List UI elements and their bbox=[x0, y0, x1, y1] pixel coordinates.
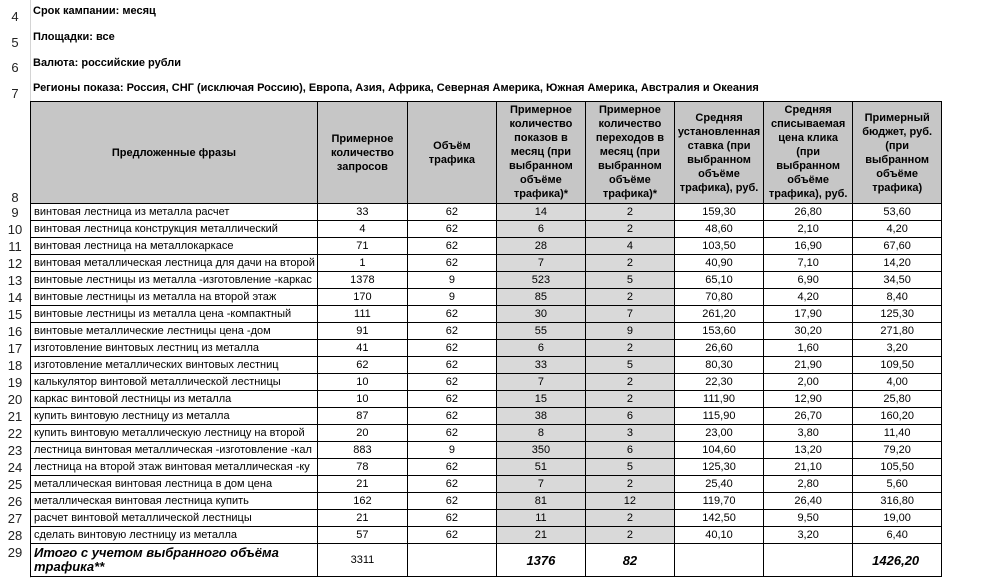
cell-phrase[interactable]: лестница винтовая металлическая -изготовление -кал bbox=[31, 442, 318, 459]
cell-impressions[interactable]: 523 bbox=[496, 272, 585, 289]
cell-phrase[interactable]: купить винтовую металлическую лестницу на второй bbox=[31, 425, 318, 442]
row-number[interactable]: 18 bbox=[7, 358, 23, 373]
cell-clicks[interactable]: 2 bbox=[585, 221, 674, 238]
cell-avg-bid[interactable]: 40,10 bbox=[674, 527, 763, 544]
cell-traffic[interactable]: 62 bbox=[407, 527, 496, 544]
cell-impressions[interactable]: 30 bbox=[496, 306, 585, 323]
row-number[interactable]: 6 bbox=[11, 60, 19, 75]
cell-phrase[interactable]: расчет винтовой металлической лестницы bbox=[31, 510, 318, 527]
regions-line: Регионы показа: Россия, СНГ (исключая Россию), Европа, Азия, Африка, Северная Америка, Южная Америка, Австралия и Океания bbox=[33, 82, 759, 94]
cell-budget[interactable]: 14,20 bbox=[853, 255, 942, 272]
cell-impressions[interactable]: 28 bbox=[496, 238, 585, 255]
cell-avg-cpc[interactable]: 26,80 bbox=[764, 204, 853, 221]
cell-avg-cpc[interactable]: 6,90 bbox=[764, 272, 853, 289]
row-number[interactable]: 11 bbox=[8, 239, 22, 254]
cell-impressions[interactable]: 51 bbox=[496, 459, 585, 476]
total-budget[interactable]: 1426,20 bbox=[853, 544, 942, 577]
cell-budget[interactable]: 53,60 bbox=[853, 204, 942, 221]
row-number[interactable]: 22 bbox=[7, 426, 23, 441]
cell-requests[interactable]: 10 bbox=[317, 374, 407, 391]
cell-phrase[interactable]: лестница на второй этаж винтовая металлическая -ку bbox=[31, 459, 318, 476]
table-row bbox=[31, 306, 942, 323]
cell-phrase[interactable]: винтовые металлические лестницы цена -дом bbox=[31, 323, 318, 340]
cell-budget[interactable]: 6,40 bbox=[853, 527, 942, 544]
cell-budget[interactable]: 8,40 bbox=[853, 289, 942, 306]
cell-impressions[interactable]: 6 bbox=[496, 221, 585, 238]
table-row bbox=[31, 391, 942, 408]
cell-clicks[interactable]: 12 bbox=[585, 493, 674, 510]
cell-budget[interactable]: 79,20 bbox=[853, 442, 942, 459]
cell-phrase[interactable]: каркас винтовой лестницы из металла bbox=[31, 391, 318, 408]
header-avg-bid[interactable]: Средняя установленная ставка (при выбранном объёме трафика), руб. bbox=[674, 102, 763, 204]
cell-requests[interactable]: 883 bbox=[317, 442, 407, 459]
cell-traffic[interactable]: 62 bbox=[407, 306, 496, 323]
cell-impressions[interactable]: 7 bbox=[496, 374, 585, 391]
row-number[interactable]: 7 bbox=[11, 86, 19, 101]
cell-traffic[interactable]: 62 bbox=[407, 425, 496, 442]
cell-requests[interactable]: 20 bbox=[317, 425, 407, 442]
total-avg-cpc-empty[interactable] bbox=[764, 544, 853, 577]
cell-traffic[interactable]: 9 bbox=[407, 442, 496, 459]
cell-budget[interactable]: 109,50 bbox=[853, 357, 942, 374]
cell-traffic[interactable]: 62 bbox=[407, 221, 496, 238]
cell-requests[interactable]: 71 bbox=[317, 238, 407, 255]
campaign-period: Срок кампании: месяц bbox=[33, 5, 156, 17]
cell-clicks[interactable]: 9 bbox=[585, 323, 674, 340]
cell-avg-bid[interactable]: 103,50 bbox=[674, 238, 763, 255]
header-budget[interactable]: Примерный бюджет, руб. (при выбранном объёме трафика) bbox=[853, 102, 942, 204]
row-number[interactable]: 24 bbox=[7, 460, 23, 475]
cell-budget[interactable]: 125,30 bbox=[853, 306, 942, 323]
cell-clicks[interactable]: 2 bbox=[585, 204, 674, 221]
cell-avg-cpc[interactable]: 17,90 bbox=[764, 306, 853, 323]
cell-budget[interactable]: 316,80 bbox=[853, 493, 942, 510]
cell-requests[interactable]: 41 bbox=[317, 340, 407, 357]
cell-requests[interactable]: 33 bbox=[317, 204, 407, 221]
cell-avg-cpc[interactable]: 2,00 bbox=[764, 374, 853, 391]
cell-impressions[interactable]: 14 bbox=[496, 204, 585, 221]
table-row bbox=[31, 493, 942, 510]
cell-avg-bid[interactable]: 80,30 bbox=[674, 357, 763, 374]
cell-impressions[interactable]: 350 bbox=[496, 442, 585, 459]
row-number[interactable]: 8 bbox=[11, 190, 19, 205]
cell-clicks[interactable]: 2 bbox=[585, 289, 674, 306]
cell-budget[interactable]: 3,20 bbox=[853, 340, 942, 357]
cell-budget[interactable]: 4,20 bbox=[853, 221, 942, 238]
table-row bbox=[31, 408, 942, 425]
cell-budget[interactable]: 160,20 bbox=[853, 408, 942, 425]
cell-budget[interactable]: 271,80 bbox=[853, 323, 942, 340]
cell-clicks[interactable]: 2 bbox=[585, 340, 674, 357]
cell-requests[interactable]: 78 bbox=[317, 459, 407, 476]
cell-impressions[interactable]: 6 bbox=[496, 340, 585, 357]
cell-avg-bid[interactable]: 65,10 bbox=[674, 272, 763, 289]
row-number[interactable]: 13 bbox=[7, 273, 23, 288]
cell-requests[interactable]: 57 bbox=[317, 527, 407, 544]
cell-phrase[interactable]: винтовая лестница конструкция металлический bbox=[31, 221, 318, 238]
cell-traffic[interactable]: 9 bbox=[407, 272, 496, 289]
cell-traffic[interactable]: 62 bbox=[407, 238, 496, 255]
cell-requests[interactable]: 21 bbox=[317, 476, 407, 493]
cell-avg-bid[interactable]: 153,60 bbox=[674, 323, 763, 340]
row-number[interactable]: 4 bbox=[11, 9, 19, 24]
table-row bbox=[31, 204, 942, 221]
cell-impressions[interactable]: 15 bbox=[496, 391, 585, 408]
cell-avg-cpc[interactable]: 1,60 bbox=[764, 340, 853, 357]
header-requests[interactable]: Примерное количество запросов bbox=[317, 102, 407, 204]
row-number[interactable]: 5 bbox=[11, 35, 19, 50]
cell-avg-bid[interactable]: 125,30 bbox=[674, 459, 763, 476]
row-number[interactable]: 26 bbox=[7, 494, 23, 509]
cell-budget[interactable]: 34,50 bbox=[853, 272, 942, 289]
cell-avg-cpc[interactable]: 3,20 bbox=[764, 527, 853, 544]
cell-phrase[interactable]: металлическая винтовая лестница купить bbox=[31, 493, 318, 510]
cell-budget[interactable]: 4,00 bbox=[853, 374, 942, 391]
cell-avg-bid[interactable]: 261,20 bbox=[674, 306, 763, 323]
row-number[interactable]: 16 bbox=[7, 324, 23, 339]
cell-phrase[interactable]: изготовление металлических винтовых лестниц bbox=[31, 357, 318, 374]
cell-avg-cpc[interactable]: 12,90 bbox=[764, 391, 853, 408]
header-avg-cpc[interactable]: Средняя списываемая цена клика (при выбранном объёме трафика), руб. bbox=[764, 102, 853, 204]
cell-requests[interactable]: 91 bbox=[317, 323, 407, 340]
row-number[interactable]: 9 bbox=[11, 205, 19, 220]
total-traffic-empty[interactable] bbox=[407, 544, 496, 577]
table-row bbox=[31, 527, 942, 544]
cell-impressions[interactable]: 85 bbox=[496, 289, 585, 306]
table-row bbox=[31, 238, 942, 255]
row-number[interactable]: 23 bbox=[7, 443, 23, 458]
table-row bbox=[31, 476, 942, 493]
row-number[interactable]: 28 bbox=[7, 528, 23, 543]
row-number[interactable]: 14 bbox=[7, 290, 23, 305]
cell-phrase[interactable]: купить винтовую лестницу из металла bbox=[31, 408, 318, 425]
cell-requests[interactable]: 87 bbox=[317, 408, 407, 425]
cell-requests[interactable]: 162 bbox=[317, 493, 407, 510]
cell-budget[interactable]: 105,50 bbox=[853, 459, 942, 476]
header-phrases[interactable]: Предложенные фразы bbox=[31, 102, 318, 204]
cell-phrase[interactable]: металлическая винтовая лестница в дом цена bbox=[31, 476, 318, 493]
header-impressions[interactable]: Примерное количество показов в месяц (при выбранном объёме трафика)* bbox=[496, 102, 585, 204]
cell-traffic[interactable]: 62 bbox=[407, 204, 496, 221]
row-number[interactable]: 10 bbox=[7, 222, 23, 237]
currency-line: Валюта: российские рубли bbox=[33, 57, 181, 69]
cell-clicks[interactable]: 2 bbox=[585, 510, 674, 527]
total-impressions[interactable]: 1376 bbox=[496, 544, 585, 577]
cell-avg-cpc[interactable]: 2,80 bbox=[764, 476, 853, 493]
cell-clicks[interactable]: 2 bbox=[585, 391, 674, 408]
table-row bbox=[31, 459, 942, 476]
cell-phrase[interactable]: винтовые лестницы из металла цена -компактный bbox=[31, 306, 318, 323]
table-row bbox=[31, 289, 942, 306]
cell-budget[interactable]: 25,80 bbox=[853, 391, 942, 408]
table-row bbox=[31, 510, 942, 527]
cell-avg-cpc[interactable]: 26,70 bbox=[764, 408, 853, 425]
cell-budget[interactable]: 19,00 bbox=[853, 510, 942, 527]
cell-budget[interactable]: 5,60 bbox=[853, 476, 942, 493]
table-row bbox=[31, 357, 942, 374]
row-number[interactable]: 21 bbox=[7, 409, 23, 424]
header-clicks[interactable]: Примерное количество переходов в месяц (при выбранном объёме трафика)* bbox=[585, 102, 674, 204]
total-label[interactable]: Итого с учетом выбранного объёма трафика** bbox=[31, 544, 318, 577]
cell-avg-cpc[interactable]: 21,10 bbox=[764, 459, 853, 476]
cell-avg-bid[interactable]: 142,50 bbox=[674, 510, 763, 527]
cell-clicks[interactable]: 3 bbox=[585, 425, 674, 442]
row-number[interactable]: 27 bbox=[7, 511, 23, 526]
cell-traffic[interactable]: 62 bbox=[407, 255, 496, 272]
cell-clicks[interactable]: 5 bbox=[585, 357, 674, 374]
cell-clicks[interactable]: 2 bbox=[585, 476, 674, 493]
cell-avg-cpc[interactable]: 3,80 bbox=[764, 425, 853, 442]
total-row bbox=[31, 544, 942, 577]
cell-impressions[interactable]: 11 bbox=[496, 510, 585, 527]
cell-avg-bid[interactable]: 115,90 bbox=[674, 408, 763, 425]
row-number[interactable]: 29 bbox=[7, 545, 23, 560]
cell-avg-cpc[interactable]: 2,10 bbox=[764, 221, 853, 238]
cell-avg-bid[interactable]: 159,30 bbox=[674, 204, 763, 221]
cell-traffic[interactable]: 62 bbox=[407, 340, 496, 357]
cell-avg-bid[interactable]: 104,60 bbox=[674, 442, 763, 459]
cell-phrase[interactable]: изготовление винтовых лестниц из металла bbox=[31, 340, 318, 357]
cell-avg-bid[interactable]: 22,30 bbox=[674, 374, 763, 391]
row-number[interactable]: 17 bbox=[7, 341, 23, 356]
cell-requests[interactable]: 170 bbox=[317, 289, 407, 306]
row-number[interactable]: 20 bbox=[7, 392, 23, 407]
cell-budget[interactable]: 11,40 bbox=[853, 425, 942, 442]
cell-clicks[interactable]: 6 bbox=[585, 408, 674, 425]
cell-requests[interactable]: 21 bbox=[317, 510, 407, 527]
cell-traffic[interactable]: 62 bbox=[407, 408, 496, 425]
cell-phrase[interactable]: винтовые лестницы из металла -изготовление -каркас bbox=[31, 272, 318, 289]
cell-avg-bid[interactable]: 119,70 bbox=[674, 493, 763, 510]
cell-avg-cpc[interactable]: 21,90 bbox=[764, 357, 853, 374]
row-number[interactable]: 15 bbox=[7, 307, 23, 322]
cell-impressions[interactable]: 7 bbox=[496, 476, 585, 493]
row-number[interactable]: 12 bbox=[7, 256, 23, 271]
cell-impressions[interactable]: 33 bbox=[496, 357, 585, 374]
cell-requests[interactable]: 111 bbox=[317, 306, 407, 323]
cell-traffic[interactable]: 62 bbox=[407, 459, 496, 476]
table-row bbox=[31, 272, 942, 289]
table-row bbox=[31, 255, 942, 272]
row-number[interactable]: 19 bbox=[7, 375, 23, 390]
cell-requests[interactable]: 1 bbox=[317, 255, 407, 272]
cell-traffic[interactable]: 62 bbox=[407, 476, 496, 493]
table-row bbox=[31, 374, 942, 391]
cell-traffic[interactable]: 62 bbox=[407, 391, 496, 408]
cell-avg-bid[interactable]: 70,80 bbox=[674, 289, 763, 306]
cell-impressions[interactable]: 8 bbox=[496, 425, 585, 442]
cell-impressions[interactable]: 55 bbox=[496, 323, 585, 340]
cell-clicks[interactable]: 5 bbox=[585, 459, 674, 476]
cell-clicks[interactable]: 2 bbox=[585, 255, 674, 272]
cell-phrase[interactable]: сделать винтовую лестницу из металла bbox=[31, 527, 318, 544]
cell-avg-bid[interactable]: 111,90 bbox=[674, 391, 763, 408]
cell-clicks[interactable]: 7 bbox=[585, 306, 674, 323]
cell-traffic[interactable]: 62 bbox=[407, 374, 496, 391]
cell-avg-bid[interactable]: 40,90 bbox=[674, 255, 763, 272]
total-clicks[interactable]: 82 bbox=[585, 544, 674, 577]
cell-requests[interactable]: 4 bbox=[317, 221, 407, 238]
cell-requests[interactable]: 10 bbox=[317, 391, 407, 408]
cell-traffic[interactable]: 62 bbox=[407, 323, 496, 340]
header-traffic[interactable]: Объём трафика bbox=[407, 102, 496, 204]
table-row bbox=[31, 323, 942, 340]
cell-avg-bid[interactable]: 25,40 bbox=[674, 476, 763, 493]
keyword-forecast-table bbox=[30, 101, 942, 577]
cell-impressions[interactable]: 38 bbox=[496, 408, 585, 425]
cell-phrase[interactable]: винтовая металлическая лестница для дачи на второй bbox=[31, 255, 318, 272]
cell-avg-cpc[interactable]: 13,20 bbox=[764, 442, 853, 459]
cell-clicks[interactable]: 5 bbox=[585, 272, 674, 289]
cell-avg-cpc[interactable]: 26,40 bbox=[764, 493, 853, 510]
cell-impressions[interactable]: 7 bbox=[496, 255, 585, 272]
cell-avg-cpc[interactable]: 30,20 bbox=[764, 323, 853, 340]
total-requests[interactable]: 3311 bbox=[317, 544, 407, 577]
cell-budget[interactable]: 67,60 bbox=[853, 238, 942, 255]
cell-impressions[interactable]: 81 bbox=[496, 493, 585, 510]
cell-traffic[interactable]: 62 bbox=[407, 510, 496, 527]
cell-avg-cpc[interactable]: 4,20 bbox=[764, 289, 853, 306]
cell-avg-bid[interactable]: 23,00 bbox=[674, 425, 763, 442]
cell-impressions[interactable]: 21 bbox=[496, 527, 585, 544]
cell-traffic[interactable]: 62 bbox=[407, 357, 496, 374]
cell-avg-cpc[interactable]: 9,50 bbox=[764, 510, 853, 527]
cell-clicks[interactable]: 2 bbox=[585, 374, 674, 391]
table-row bbox=[31, 221, 942, 238]
cell-phrase[interactable]: винтовая лестница из металла расчет bbox=[31, 204, 318, 221]
cell-avg-bid[interactable]: 48,60 bbox=[674, 221, 763, 238]
table-row bbox=[31, 425, 942, 442]
table-row bbox=[31, 442, 942, 459]
cell-requests[interactable]: 62 bbox=[317, 357, 407, 374]
cell-avg-cpc[interactable]: 16,90 bbox=[764, 238, 853, 255]
table-row bbox=[31, 340, 942, 357]
row-number[interactable]: 25 bbox=[7, 477, 23, 492]
total-avg-bid-empty[interactable] bbox=[674, 544, 763, 577]
cell-clicks[interactable]: 6 bbox=[585, 442, 674, 459]
cell-traffic[interactable]: 9 bbox=[407, 289, 496, 306]
cell-avg-bid[interactable]: 26,60 bbox=[674, 340, 763, 357]
cell-phrase[interactable]: винтовая лестница на металлокаркасе bbox=[31, 238, 318, 255]
cell-clicks[interactable]: 2 bbox=[585, 527, 674, 544]
cell-phrase[interactable]: калькулятор винтовой металлической лестницы bbox=[31, 374, 318, 391]
cell-avg-cpc[interactable]: 7,10 bbox=[764, 255, 853, 272]
cell-clicks[interactable]: 4 bbox=[585, 238, 674, 255]
sites-line: Площадки: все bbox=[33, 31, 115, 43]
cell-requests[interactable]: 1378 bbox=[317, 272, 407, 289]
cell-traffic[interactable]: 62 bbox=[407, 493, 496, 510]
cell-phrase[interactable]: винтовые лестницы из металла на второй этаж bbox=[31, 289, 318, 306]
